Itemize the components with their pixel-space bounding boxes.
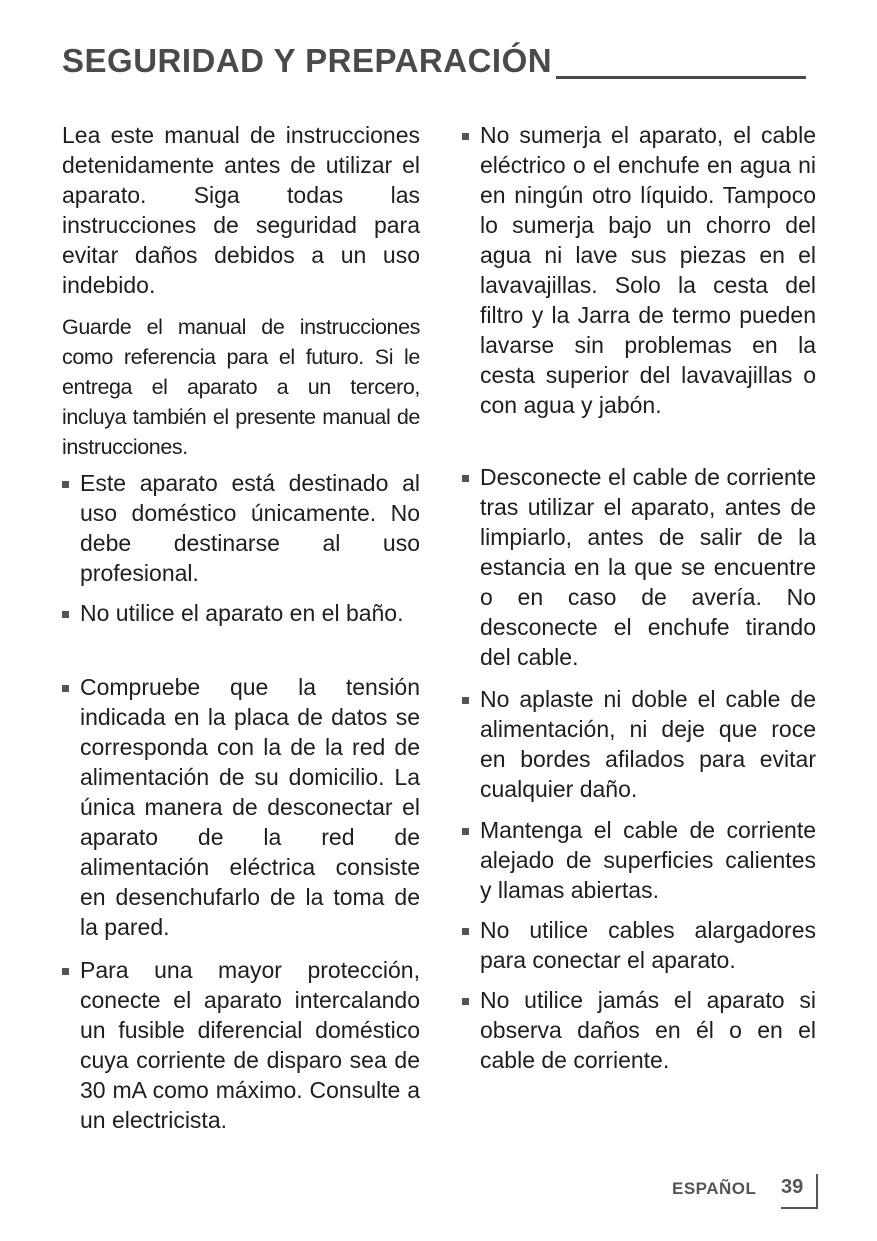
title-rule [556,76,806,79]
bullet-icon [62,611,69,618]
list-item [80,468,420,588]
page-corner-mark [816,1174,818,1208]
list-item-text: Desconecte el cable de corriente tras utilizar el aparato, antes de limpiarlo, antes de salir de la estancia en la que se encuentre o en caso de avería. No desconecte el enchufe tirando del cable. [480,464,816,670]
list-item [80,955,420,1135]
bullet-icon [62,481,69,488]
list-item-text: No utilice cables alargadores para conectar el aparato. [480,917,816,973]
page-title: SEGURIDAD Y PREPARACIÓN [62,42,553,79]
page-number: 39 [781,1176,804,1198]
list-item-text: Este aparato está destinado al uso doméstico únicamente. No debe destinarse al uso profesional. [80,470,420,586]
list-item-text: Mantenga el cable de corriente alejado de superficies calientes y llamas abiertas. [480,817,816,903]
list-item [480,815,816,905]
list-item [80,672,420,942]
footer-language: ESPAÑOL [672,1179,757,1198]
bullet-icon [462,828,469,835]
list-item-text: Para una mayor protección, conecte el aparato intercalando un fusible diferencial doméstico cuya corriente de disparo sea de 30 mA como máximo. Consulte a un electricista. [80,957,420,1133]
page-corner-mark [781,1207,818,1209]
bullet-icon [462,998,469,1005]
list-item-text: No sumerja el aparato, el cable eléctrico o el enchufe en agua ni en ningún otro líquido. Tampoco lo sumerja bajo un chorro del agua ni lave sus piezas en el lavavajillas. Solo la cesta del filtro y la Jarra de termo pueden lavarse sin problemas en la cesta superior del lavavajillas o con agua y jabón. [480,122,816,418]
list-item [480,120,816,420]
bullet-icon [462,133,469,140]
bullet-icon [62,685,69,692]
list-item-text: No utilice el aparato en el baño. [80,600,404,626]
list-item [480,462,816,672]
list-item [80,598,420,628]
bullet-icon [462,928,469,935]
bullet-icon [462,697,469,704]
list-item-text: Compruebe que la tensión indicada en la placa de datos se corresponda con la de la red de alimentación de su domicilio. La única manera de desconectar el aparato de la red de alimentación eléctrica consiste en desenchufarlo de la toma de la pared. [80,674,420,940]
bullet-icon [462,475,469,482]
bullet-icon [62,968,69,975]
list-item-text: No aplaste ni doble el cable de alimentación, ni deje que roce en bordes afilados para evitar cualquier daño. [480,686,816,802]
list-item [480,684,816,804]
list-item [480,915,816,975]
list-item [480,985,816,1075]
intro-paragraph: Lea este manual de instrucciones detenidamente antes de utilizar el aparato. Siga todas las instrucciones de seguridad para evitar daños debidos a un uso indebido. [62,122,420,298]
list-item-text: No utilice jamás el aparato si observa daños en él o en el cable de corriente. [480,987,816,1073]
keep-manual-paragraph: Guarde el manual de instrucciones como referencia para el futuro. Si le entrega el aparato a un tercero, incluya también el presente manual de instrucciones. [62,315,420,459]
